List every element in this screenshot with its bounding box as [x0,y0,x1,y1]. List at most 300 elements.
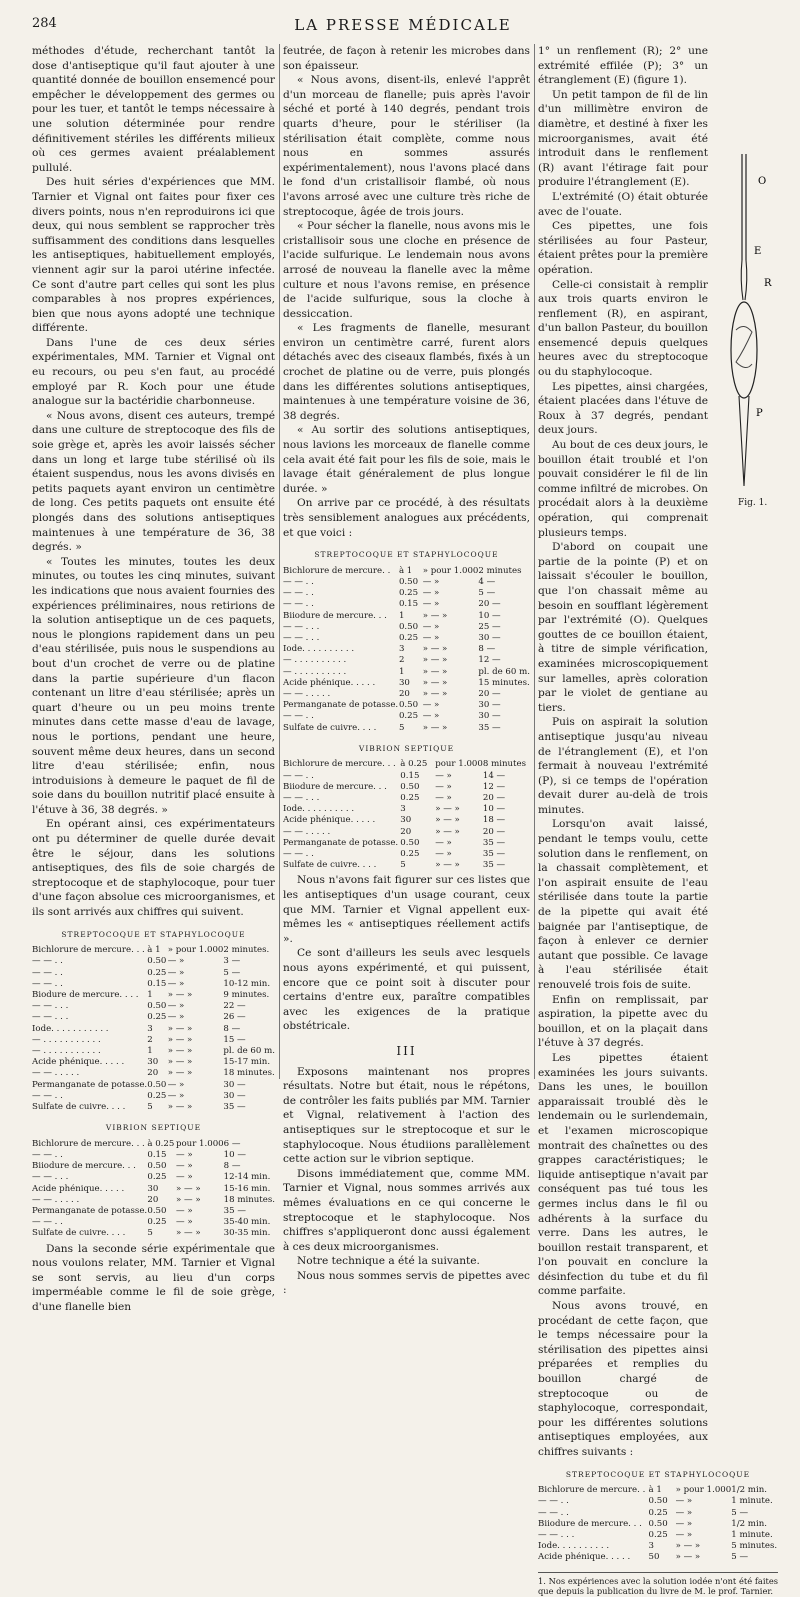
table-row [283,633,530,644]
table-cell: 20 — [478,599,501,610]
table-cell: Iode. . . . . . . . . . [283,644,355,655]
table-cell: 20 [398,689,410,700]
table-cell: 35 — [223,1206,246,1217]
table-row [283,759,530,770]
footnote: 1. Nos expériences avec la solution iodée n'ont été faites que depuis la publication du livre de M. le prof. Tarnier. [538,1572,778,1597]
table-cell: — » [675,1496,693,1507]
table-cell: — — . . [283,849,314,860]
table-row [32,1102,275,1113]
table-cell: 2 [147,1034,153,1045]
paragraph: « Pour sécher la flanelle, nous avons mis le cristallisoir sous une cloche en présence de l'acide sulfurique. Le lendemain nous avons arrosé de nouveau la flanelle avec la même culture et nous l'avons remise, en présence de l'acide sulfurique, sous la cloche à dessiccation. [283,220,530,320]
table-cell: — » [167,1001,185,1012]
table-cell: 0.50 [648,1496,668,1507]
table-row [283,793,530,804]
table-cell: 30 [400,815,412,826]
paragraph: méthodes d'étude, recherchant tantôt la dose d'antiseptique qu'il faut ajouter à une quantité donnée de bouillon ensemencé pour empêcher le développement des germes ou pour les tuer, et tantôt le temps nécessaire à une solution déterminée pour rendre définitivement stériles les différents milieux où ces germes avaient préalablement pullulé. [32,45,275,174]
table-row [283,611,530,622]
pipette-constriction [741,260,747,300]
table-cell: 0.25 [398,588,419,599]
table-cell: 4 — [478,576,496,587]
table-cell: 20 [147,1068,159,1079]
table-cell: à 1 [147,945,161,956]
figure-caption: Fig. 1. [738,498,768,508]
table-cell: — — . . [32,1217,63,1228]
results-table [32,1139,275,1240]
table-cell: 0.50 [398,576,419,587]
table-cell: — — . . . [283,633,320,643]
table-row [283,849,530,860]
table-cell: 0.25 [400,793,420,804]
table-cell: 8 minutes [482,759,526,770]
table-cell: — » [422,576,440,587]
table-row [283,588,530,599]
table-cell: 0.25 [648,1507,668,1518]
page-number: 284 [32,16,57,31]
table-cell: Bichlorure de mercure. . [538,1485,646,1496]
table-cell: 10 — [482,804,506,815]
table-cell: 20 — [482,826,506,837]
table-cell: » — » [435,815,460,826]
table-cell: Iode. . . . . . . . . . [538,1541,610,1552]
table-row [32,1035,275,1046]
table-row [32,968,275,979]
table-cell: 30 [398,677,410,688]
table-cell: 0.50 [648,1518,668,1529]
table-row [32,1091,275,1102]
table-row [283,667,530,678]
table-cell: 5 minutes. [731,1541,778,1552]
column-rule-left [279,44,280,1079]
paragraph: Nous n'avons fait figurer sur ces listes que les antiseptiques d'un usage courant, ceux que MM. Tarnier et Vignal appellent eux-mêmes les « antiseptiques réellement actifs ». [283,874,530,945]
table-row [32,945,275,956]
table-cell: Bichlorure de mercure. . . [283,759,396,770]
table-title: STREPTOCOQUE ET STAPHYLOCOQUE [61,929,246,939]
table-row [32,1046,275,1057]
table-cell: » — » [167,1046,193,1057]
table-cell: à 1 [398,565,413,576]
table-cell: 5 — [223,967,241,978]
table-cell: 20 — [478,689,501,700]
paragraph: Dans la seconde série expérimentale que nous voulons relater, MM. Tarnier et Vignal se sont servis, au lieu d'un corps imperméable comme le fil de soie grège, d'une flanelle bien [32,1242,275,1314]
table-cell: — » [422,711,440,722]
table-row [283,599,530,610]
paragraph: On arrive par ce procédé, à des résultats très sensiblement analogues aux précédents, et que voici : [283,497,530,539]
table-cell: — — . . . [32,1001,69,1012]
table-cell: 0.25 [400,849,420,860]
table-cell: Bichlorure de mercure. . . [32,1138,145,1149]
table-cell: 20 [400,826,412,837]
table-cell: Acide phénique. . . . . [538,1552,631,1563]
table-cell: 5 [400,860,406,871]
column-2 [283,44,530,1298]
table-cell: 14 — [482,770,506,781]
label-e: E [754,246,762,257]
table-row [283,689,530,700]
table-row [538,1508,778,1519]
table-cell: à 0.25 [400,759,428,770]
table-cell: 50 [648,1552,660,1563]
table-row [283,804,530,815]
table-cell: 35-40 min. [223,1217,271,1228]
table-cell: 5 — [731,1552,749,1563]
table-cell: Permanganate de potasse. [32,1079,148,1090]
table-cell: — » [176,1217,193,1228]
table-row [32,1012,275,1023]
table-cell: — — . . . . . [283,689,331,700]
paragraph: Dans l'une de ces deux séries expérimentales, MM. Tarnier et Vignal ont eu recours, ou peu s'en faut, au procédé employé par R. Koch pour une étude analogue sur la bactéridie charbonneuse. [32,336,275,408]
table-cell: 2 minutes [478,565,522,576]
table-cell: 5 [398,722,405,733]
paragraph: « Nous avons, disent ces auteurs, trempé dans une culture de streptocoque des fils de soie grège et, après les avoir laissés sécher dans un long et large tube stérilisé où ils étaient suspendus, nous les avons divisés en petits paquets ayant environ un centimètre de long. Ces petits paquets ont ensuite été plongés dans des solutions antiseptiques maintenues à une température de 36, 38 degrés. » [32,409,275,554]
table-cell: 2 minutes. [223,945,270,956]
table-cell: 0.15 [398,599,419,610]
table-cell: Acide phénique. . . . . [283,677,376,688]
table-cell: » — » [422,677,448,688]
table-cell: 8 — [478,644,496,655]
results-table [283,759,530,871]
table-row [32,1150,275,1161]
table-row [283,622,530,633]
pipette-figure [720,150,776,490]
table-cell: 0.25 [147,1172,167,1183]
table-row [32,979,275,990]
table-cell: 5 [147,1228,153,1239]
table-cell: 5 — [478,588,496,599]
table-cell: 0.15 [400,770,420,781]
table-cell: 5 [147,1102,153,1113]
table-row [283,827,530,838]
table-cell: 20 — [482,793,506,804]
table-cell: 0.50 [147,1079,167,1090]
table-title: STREPTOCOQUE ET STAPHYLOCOQUE [565,1469,751,1479]
table-cell: 30 [147,1057,159,1068]
table-cell: — » [675,1518,693,1529]
results-table [283,566,530,734]
table-cell: » — » [167,990,193,1001]
table-cell: » — » [176,1228,201,1239]
running-title: LA PRESSE MÉDICALE [294,16,512,34]
table-cell: — » [167,1090,185,1101]
results-table [538,1485,778,1563]
table-title: VIBRION SEPTIQUE [358,743,455,753]
table-cell: — . . . . . . . . . . [283,666,347,677]
table-cell: Acide phénique. . . . . [32,1183,125,1194]
paragraph: Exposons maintenant nos propres résultats. Notre but était, nous le répétons, de contrôler les faits publiés par MM. Tarnier et Vignal, relativement à l'action des antiseptiques sur le streptocoque et sur le staphylocoque. Nous étudiions parallèlement cette action sur le vibrion septique. [283,1065,530,1166]
table-cell: 1 [147,990,153,1001]
table-cell: 1 minute. [731,1496,773,1507]
column-1-paragraphs [32,44,275,920]
table-row [32,990,275,1001]
table-cell: — » [435,770,452,781]
table-cell: 1 minute. [731,1530,773,1540]
table-row [32,1228,275,1239]
paragraph: « Toutes les minutes, toutes les deux minutes, ou toutes les cinq minutes, suivant les indications que nous avaient fournies des expériences préliminaires, nous retirions de la solution antiseptique un de ces paquets, nous le plongions rapidement dans un peu d'eau stérilisée, puis nous le suspendions au bout d'un crochet de verre ou de platine dans la partie supérieure d'un flacon contenant un litre d'eau stérilisée; après un quart d'heure ou un peu moins trente minutes dans cette masse d'eau de lavage, nous le portions, pendant une heure, souvent même deux heures, dans un second litre d'eau stérilisée; enfin, nous introduisions à demeure le paquet de fil de soie dans du bouillon nutritif placé ensuite à l'étuve à 36, 38 degrés. » [32,555,275,816]
table-cell: 0.50 [147,1206,167,1217]
table-cell: 30 — [223,1090,246,1101]
table-cell: Iode. . . . . . . . . . . [32,1023,109,1034]
table-cell: Sulfate de cuivre. . . . [32,1102,126,1113]
paragraph: Celle-ci consistait à remplir aux trois quarts environ le renflement (R), en aspirant, d'un ballon Pasteur, du bouillon ensemencé depuis quelques heures avec du streptocoque ou du staphylocoque. [538,278,708,379]
table-cell: » — » [167,1102,193,1113]
table-cell: Sulfate de cuivre. . . . [283,860,377,871]
paragraph: Lorsqu'on avait laissé, pendant le temps voulu, cette solution dans le renflement, on la chassait complètement, et l'on aspirait ensuite de l'eau stérilisée dans toute la partie de la pipette qui avait été baignée par l'antiseptique, de façon à enlever ce dernier autant que possible. Ce lavage à l'eau stérilisée était renouvelé trois fois de suite. [538,818,708,991]
table-row [32,1184,275,1195]
table-cell: — — . . [32,1090,63,1101]
pipette-bulb [731,302,757,398]
table-cell: 22 — [223,1001,246,1012]
table-cell: 1/2 min. [731,1485,767,1496]
table-cell: Sulfate de cuivre. . . . [283,722,377,733]
table-row [538,1485,778,1496]
table-row [538,1519,778,1530]
table-cell: — — . . [538,1496,569,1507]
table-cell: 15 — [223,1034,246,1045]
table-cell: — » [167,1079,185,1090]
table-cell: 18 minutes. [223,1194,275,1205]
table-cell: » pour 1.000 [675,1485,732,1496]
table-cell: — » [675,1507,693,1518]
table-cell: » — » [422,644,448,655]
table-cell: 8 — [223,1161,241,1172]
table-cell: 30 — [478,700,501,711]
table-cell: — » [422,599,440,610]
table-cell: Permanganate de potasse. [283,837,399,848]
table-cell: 0.50 [147,1161,167,1172]
table-cell: 0.15 [147,1150,167,1161]
table-cell: » pour 1.000 [167,945,224,956]
table-cell: Biiodure de mercure. . . [283,610,387,621]
table-cell: — » [167,967,185,978]
table-cell: — » [422,588,440,599]
table-cell: 30 — [223,1079,246,1090]
table-cell: à 1 [648,1485,662,1496]
table-cell: » — » [167,1034,193,1045]
table-cell: 20 [147,1194,159,1205]
table-cell: » — » [176,1183,201,1194]
paragraph: « Nous avons, disent-ils, enlevé l'apprêt d'un morceau de flanelle; puis après l'avoir séché et porté à 140 degrés, pendant trois quarts d'heure, pour le stériliser (la stérilisation était complète, comme nous nous en sommes assurés expérimentalement), nous l'avons placé dans le fond d'un cristallisoir flambé, où nous l'avons arrosé avec une culture très riche de streptocoque, âgée de trois jours. [283,74,530,218]
table-cell: — — . . . [32,1012,69,1023]
paragraph: Les pipettes, ainsi chargées, étaient placées dans l'étuve de Roux à 37 degrés, pendant deux jours. [538,380,708,437]
paragraph: 1° un renflement (R); 2° une extrémité effilée (P); 3° un étranglement (E) (figure 1). [538,45,708,87]
table-cell: 0.25 [147,1012,167,1023]
table-cell: 1 [398,666,405,677]
table-cell: 30 — [478,633,501,643]
table-cell: 35 — [482,837,506,848]
table-cell: 25 — [478,621,501,632]
table-cell: — — . . . [283,793,320,804]
table-cell: — » [422,633,440,643]
table-cell: — » [167,1012,185,1023]
table-cell: Biiodure de mercure. . . [538,1518,642,1529]
pipette-thread [736,326,752,367]
table-cell: — — . . [283,599,314,610]
pipette-point [739,396,749,486]
table-cell: — . . . . . . . . . . . [32,1034,101,1045]
paragraph: Un petit tampon de fil de lin d'un millimètre environ de diamètre, et destiné à fixer les microorganismes, avait été introduit dans le renflement (R) avant l'étirage fait pour produire l'étranglement (E). [538,88,708,189]
table-cell: — — . . [32,967,63,978]
table-cell: 1 [147,1046,153,1057]
table-cell: » — » [422,689,448,700]
table-cell: 0.15 [147,978,167,989]
table-row [32,1217,275,1228]
table-row [538,1552,778,1563]
table-cell: 5 — [731,1507,749,1518]
table-cell: — — . . [283,588,314,599]
table-cell: 0.25 [147,1217,167,1228]
paragraph: D'abord on coupait une partie de la pointe (P) et on laissait s'écouler le bouillon, que l'on chassait même au besoin en soufflant légèrement par l'extrémité (O). Quelques gouttes de ce bouillon étaient, à titre de simple vérification, examinées microscopiquement sur lamelles, après coloration par le violet de gentiane au tiers. [538,541,708,714]
table-cell: » — » [176,1194,201,1205]
table-row [32,1080,275,1091]
table-cell: 18 — [482,815,506,826]
table-cell: 8 — [223,1023,241,1034]
table-cell: — » [176,1172,193,1183]
table-cell: — — . . . [32,1172,69,1183]
paragraph: Ce sont d'ailleurs les seuls avec lesquels nous ayons expérimenté, et qui puissent, encore que ce point soit à discuter pour certains d'entre eux, paraître compatibles avec les exigences de la pratique obstétricale. [283,947,530,1033]
table-row [538,1530,778,1541]
table-row [283,577,530,588]
table-cell: 10-12 min. [223,978,271,989]
label-r: R [764,278,772,289]
table-cell: » — » [422,666,448,677]
table-cell: 12-14 min. [223,1172,271,1183]
section-paragraphs [283,1065,530,1299]
table-title: STREPTOCOQUE ET STAPHYLOCOQUE [314,550,499,560]
table-cell: — — . . [32,956,63,967]
table-title: VIBRION SEPTIQUE [105,1123,202,1133]
table-cell: Permanganate de potasse. [32,1206,148,1217]
table-cell: 12 — [478,655,501,666]
table-cell: » pour 1.000 [422,565,479,576]
label-o: O [758,176,767,187]
table-cell: 0.25 [147,967,167,978]
table-cell: Permanganate de potasse. [283,700,399,711]
paragraph: « Les fragments de flanelle, mesurant environ un centimètre carré, furent alors détachés avec des ciseaux flambés, fixés à un crochet de platine ou de verre, puis plongés dans les différentes solutions antiseptiques, maintenues à une température voisine de 36, 38 degrés. [283,322,530,422]
table-cell: 3 [648,1541,655,1552]
table-cell: » — » [435,860,460,871]
table-cell: 18 minutes. [223,1068,275,1079]
column-1 [32,44,275,1315]
table-cell: — » [435,837,452,848]
table-cell: 3 — [223,956,241,967]
table-cell: 6 — [223,1138,241,1149]
table-cell: — » [176,1206,193,1217]
table-cell: — — . . . . . [283,826,331,837]
table-row [283,771,530,782]
table-row [283,566,530,577]
table-cell: 9 minutes. [223,990,270,1001]
table-cell: Biiodure de mercure. . . [283,781,387,792]
table-cell: pour 1.000 [435,759,483,770]
table-cell: à 0.25 [147,1138,175,1149]
table-cell: » — » [422,655,448,666]
table-cell: 35 — [482,860,506,871]
table-cell: — — . . [283,711,314,722]
table-cell: » — » [422,610,448,621]
table-cell: 35 — [223,1102,246,1113]
column-2-paragraphs-after [283,873,530,1034]
table-cell: — — . . [32,1150,63,1161]
table-cell: » — » [167,1057,193,1068]
table-row [32,956,275,967]
table-row [32,1195,275,1206]
table-row [283,700,530,711]
table-cell: — » [435,849,452,860]
table-cell: 15-17 min. [223,1057,271,1068]
table-cell: 1/2 min. [731,1518,767,1529]
table-cell: — » [675,1530,693,1540]
table-cell: 30-35 min. [223,1228,271,1239]
table-cell: — — . . . [283,621,320,632]
label-p: P [756,408,763,419]
table-cell: Acide phénique. . . . . [32,1057,125,1068]
table-row [283,782,530,793]
table-cell: 3 [147,1023,153,1034]
table-cell: 0.25 [398,633,419,643]
table-row [283,711,530,722]
table-cell: — — . . [538,1507,569,1518]
table-cell: 0.50 [400,837,420,848]
paragraph: feutrée, de façon à retenir les microbes dans son épaisseur. [283,45,530,72]
table-row [283,815,530,826]
table-cell: 0.50 [400,781,420,792]
paragraph: « Au sortir des solutions antiseptiques, nous lavions les morceaux de flanelle comme cela avait été fait pour les fils de soie, mais le lavage était généralement de plus longue durée. » [283,424,530,495]
table-cell: » — » [435,804,460,815]
page-header [32,16,774,38]
section-heading: III [396,1043,417,1058]
table-cell: 3 [400,804,406,815]
table-cell: — » [435,793,452,804]
table-cell: — — . . [283,576,314,587]
table-row [32,1001,275,1012]
paragraph: Les pipettes étaient examinées les jours suivants. Dans les unes, le bouillon apparaissait troublé dès le lendemain ou le surlendemain, et l'examen microscopique montrait des chaînettes ou des grappes caractéristiques; le liquide antiseptique n'avait par conséquent pas tué tous les germes inclus dans le fil ou adhérents à la surface du verre. Dans les autres, le bouillon restait transparent, et l'on pouvait en conclure la désinfection du tube et du fil comme parfaite. [538,1051,708,1298]
table-cell: 0.25 [398,711,419,722]
table-cell: 15-16 min. [223,1183,271,1194]
table-cell: 0.50 [398,621,419,632]
table-cell: 15 minutes. [478,677,530,688]
table-row [538,1496,778,1507]
table-row [32,1206,275,1217]
table-cell: — . . . . . . . . . . [283,655,347,666]
table-cell: pour 1.000 [176,1138,224,1149]
paragraph: Notre technique a été la suivante. [297,1255,480,1268]
table-cell: » — » [435,826,460,837]
paragraph: Au bout de ces deux jours, le bouillon était troublé et l'on pouvait considérer le fil de lin comme infiltré de microbes. On procédait alors à la deuxième opération, qui comprenait plusieurs temps. [538,439,708,539]
table-cell: 10 — [478,610,501,621]
table-row [32,1139,275,1150]
table-cell: 30 [147,1183,159,1194]
table-row [283,838,530,849]
paragraph: Des huit séries d'expériences que MM. Tarnier et Vignal ont faites pour fixer ces divers points, nous n'en reproduirons ici que deux, qui nous semblent se rapprocher très suffisamment des conditions dans lesquelles les antiseptiques, habituellement employés, viennent agir sur la paroi utérine infectée. Ce sont d'autre part celles qui sont les plus comparables à nos propres expériences, bien que nous ayons adopté une technique différente. [32,176,275,335]
table-cell: 30 — [478,711,501,722]
table-cell: pl. de 60 m. [223,1046,275,1057]
table-cell: Sulfate de cuivre. . . . [32,1228,126,1239]
column-2-paragraphs [283,44,530,540]
results-table [32,945,275,1113]
table-row [32,1057,275,1068]
table-cell: — — . . [283,770,314,781]
paragraph: Ces pipettes, une fois stérilisées au four Pasteur, étaient prêtes pour la première opération. [538,220,708,276]
paragraph: Puis on aspirait la solution antiseptique jusqu'au niveau de l'étranglement (E), et l'on fermait à nouveau l'extrémité (P), si ce temps de l'opération devait durer au-delà de trois minutes. [538,716,708,816]
table-cell: — — . . . [538,1530,575,1540]
table-cell: 12 — [482,781,506,792]
table-cell: » — » [167,1023,193,1034]
table-row [283,860,530,871]
table-cell: 0.25 [147,1090,167,1101]
table-cell: » — » [675,1552,701,1563]
table-cell: 0.50 [147,956,167,967]
table-cell: 0.50 [398,700,419,711]
table-cell: Iode. . . . . . . . . . [283,804,355,815]
